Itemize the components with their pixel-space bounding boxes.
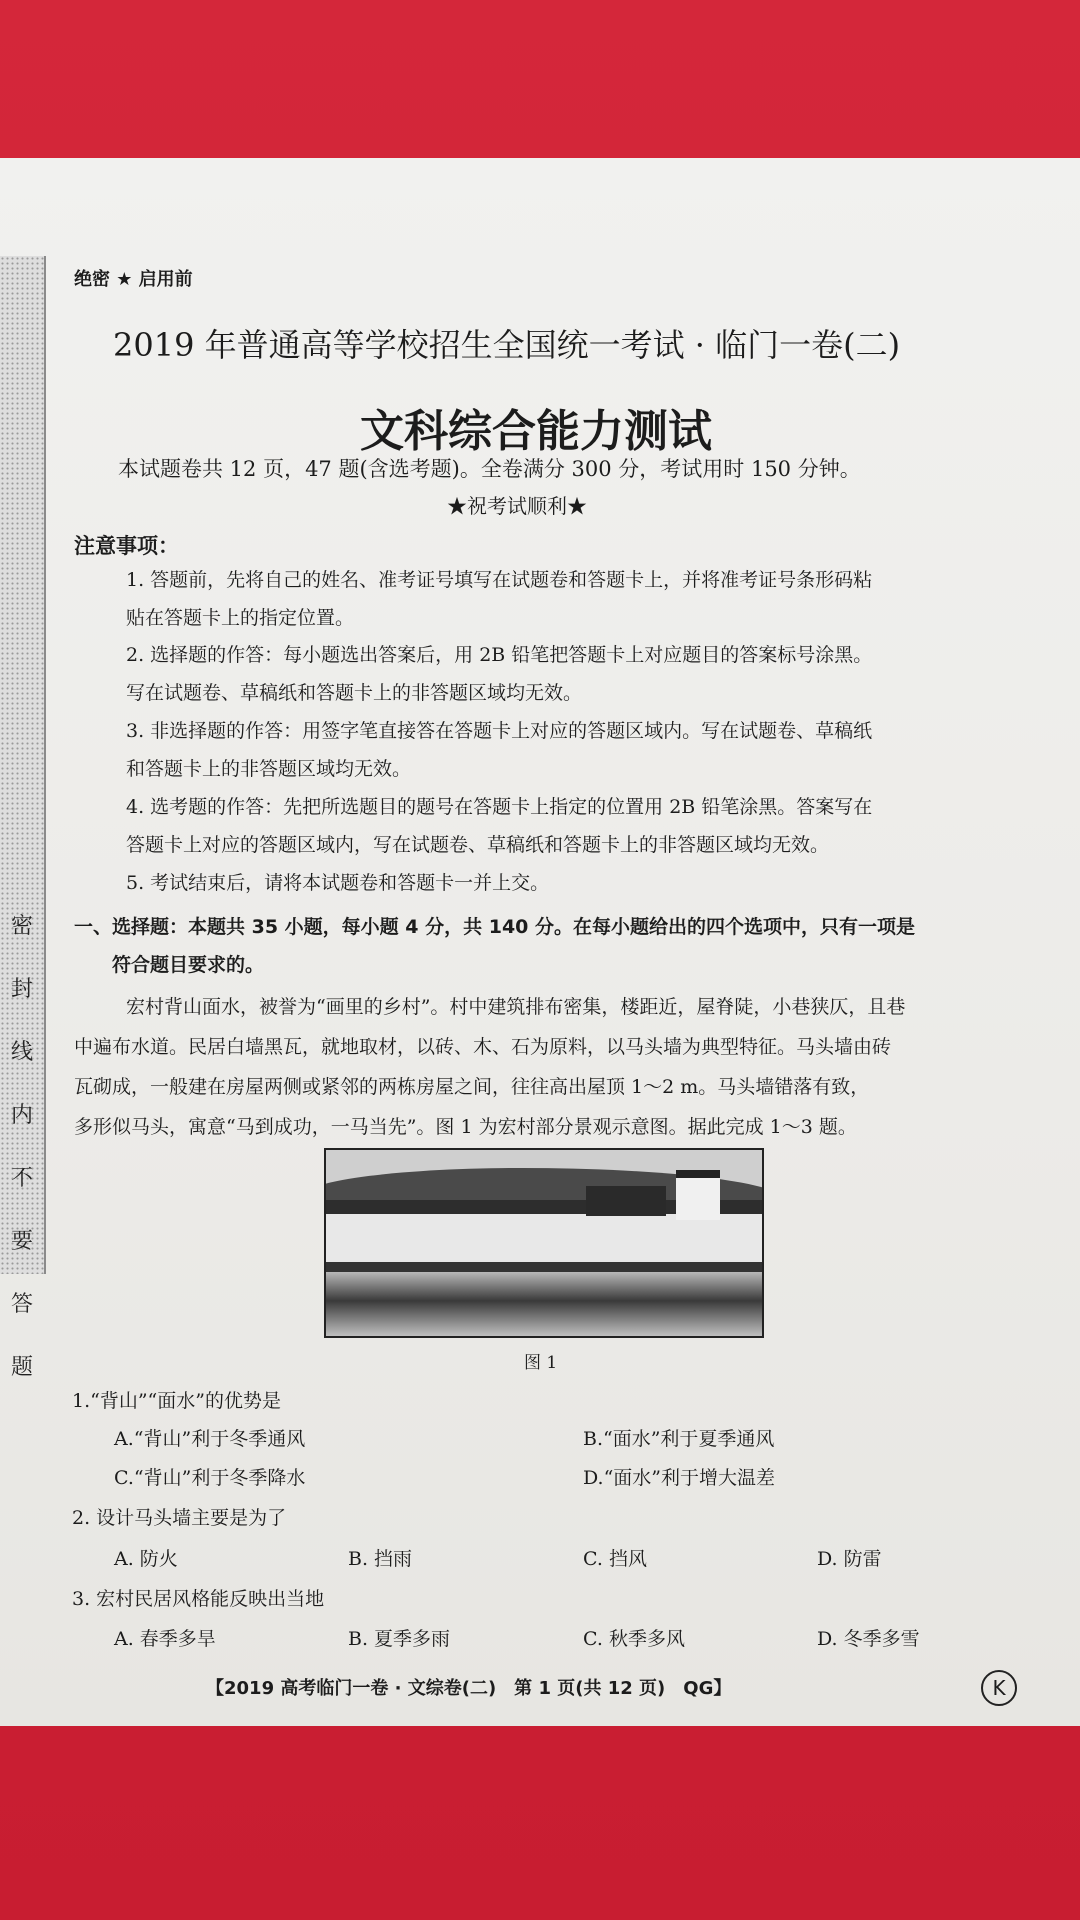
secrecy-label: 绝密 ★ 启用前 [74,269,193,290]
notice-line: 1. 答题前，先将自己的姓名、准考证号填写在试题卷和答题卡上，并将准考证号条形码粘 [126,569,873,591]
binding-warning-text: 密 封 线 内 不 要 答 题 [10,914,33,1380]
exam-title: 2019 年普通高等学校招生全国统一考试 · 临门一卷(二) [113,326,901,364]
notice-line: 2. 选择题的作答：每小题选出答案后，用 2B 铅笔把答题卡上对应题目的答案标号涂黑。 [126,644,873,666]
question-stem: 1.“背山”“面水”的优势是 [72,1390,281,1412]
exam-info: 本试题卷共 12 页，47 题(含选考题)。全卷满分 300 分，考试用时 150 分钟。 [118,457,861,481]
option-d: D. 冬季多雪 [817,1628,920,1650]
exam-paper [0,158,1080,1726]
notice-line: 和答题卡上的非答题区域均无效。 [126,758,412,780]
option-c: C. 挡风 [583,1548,647,1570]
option-a: A. 春季多旱 [114,1628,216,1650]
section-heading-cont: 符合题目要求的。 [112,954,265,976]
k-stamp-icon: K [981,1670,1017,1706]
page-footer: 【2019 高考临门一卷 · 文综卷(二) 第 1 页(共 12 页) QG】 [206,1678,732,1699]
notice-line: 5. 考试结束后，请将本试题卷和答题卡一并上交。 [126,872,550,894]
passage-line: 多形似马头，寓意“马到成功，一马当先”。图 1 为宏村部分景观示意图。据此完成 1～3 题。 [74,1116,857,1138]
section-heading: 一、选择题：本题共 35 小题，每小题 4 分，共 140 分。在每小题给出的四个选项中，只有一项是 [74,916,916,938]
option-d: D. 防雷 [817,1548,882,1570]
notice-line: 贴在答题卡上的指定位置。 [126,607,355,629]
option-c: C. 秋季多风 [583,1628,685,1650]
option-a: A. 防火 [114,1548,178,1570]
subject-title: 文科综合能力测试 [360,406,712,457]
village-landscape-photo [324,1148,764,1338]
notice-line: 3. 非选择题的作答：用签字笔直接答在答题卡上对应的答题区域内。写在试题卷、草稿纸 [126,720,873,742]
option-c: C.“背山”利于冬季降水 [114,1467,306,1489]
option-b: B. 挡雨 [348,1548,413,1570]
notice-heading: 注意事项： [74,534,179,558]
question-stem: 2. 设计马头墙主要是为了 [72,1507,287,1529]
good-luck-text: ★祝考试顺利★ [447,494,587,518]
option-b: B. 夏季多雨 [348,1628,451,1650]
passage-line: 宏村背山面水，被誉为“画里的乡村”。村中建筑排布密集，楼距近，屋脊陡，小巷狭仄，且巷 [126,996,906,1018]
notice-line: 4. 选考题的作答：先把所选题目的题号在答题卡上指定的位置用 2B 铅笔涂黑。答案写在 [126,796,873,818]
option-a: A.“背山”利于冬季通风 [114,1428,306,1450]
question-stem: 3. 宏村民居风格能反映出当地 [72,1588,325,1610]
passage-line: 中遍布水道。民居白墙黑瓦，就地取材，以砖、木、石为原料，以马头墙为典型特征。马头墙由砖 [74,1036,892,1058]
notice-line: 写在试题卷、草稿纸和答题卡上的非答题区域均无效。 [126,682,583,704]
option-b: B.“面水”利于夏季通风 [583,1428,775,1450]
binding-strip [0,256,46,1380]
notice-line: 答题卡上对应的答题区域内，写在试题卷、草稿纸和答题卡上的非答题区域均无效。 [126,834,830,856]
passage-line: 瓦砌成，一般建在房屋两侧或紧邻的两栋房屋之间，往往高出屋顶 1～2 m。马头墙错落有致， [74,1076,870,1098]
option-d: D.“面水”利于增大温差 [583,1467,776,1489]
figure-caption: 图 1 [524,1353,558,1373]
